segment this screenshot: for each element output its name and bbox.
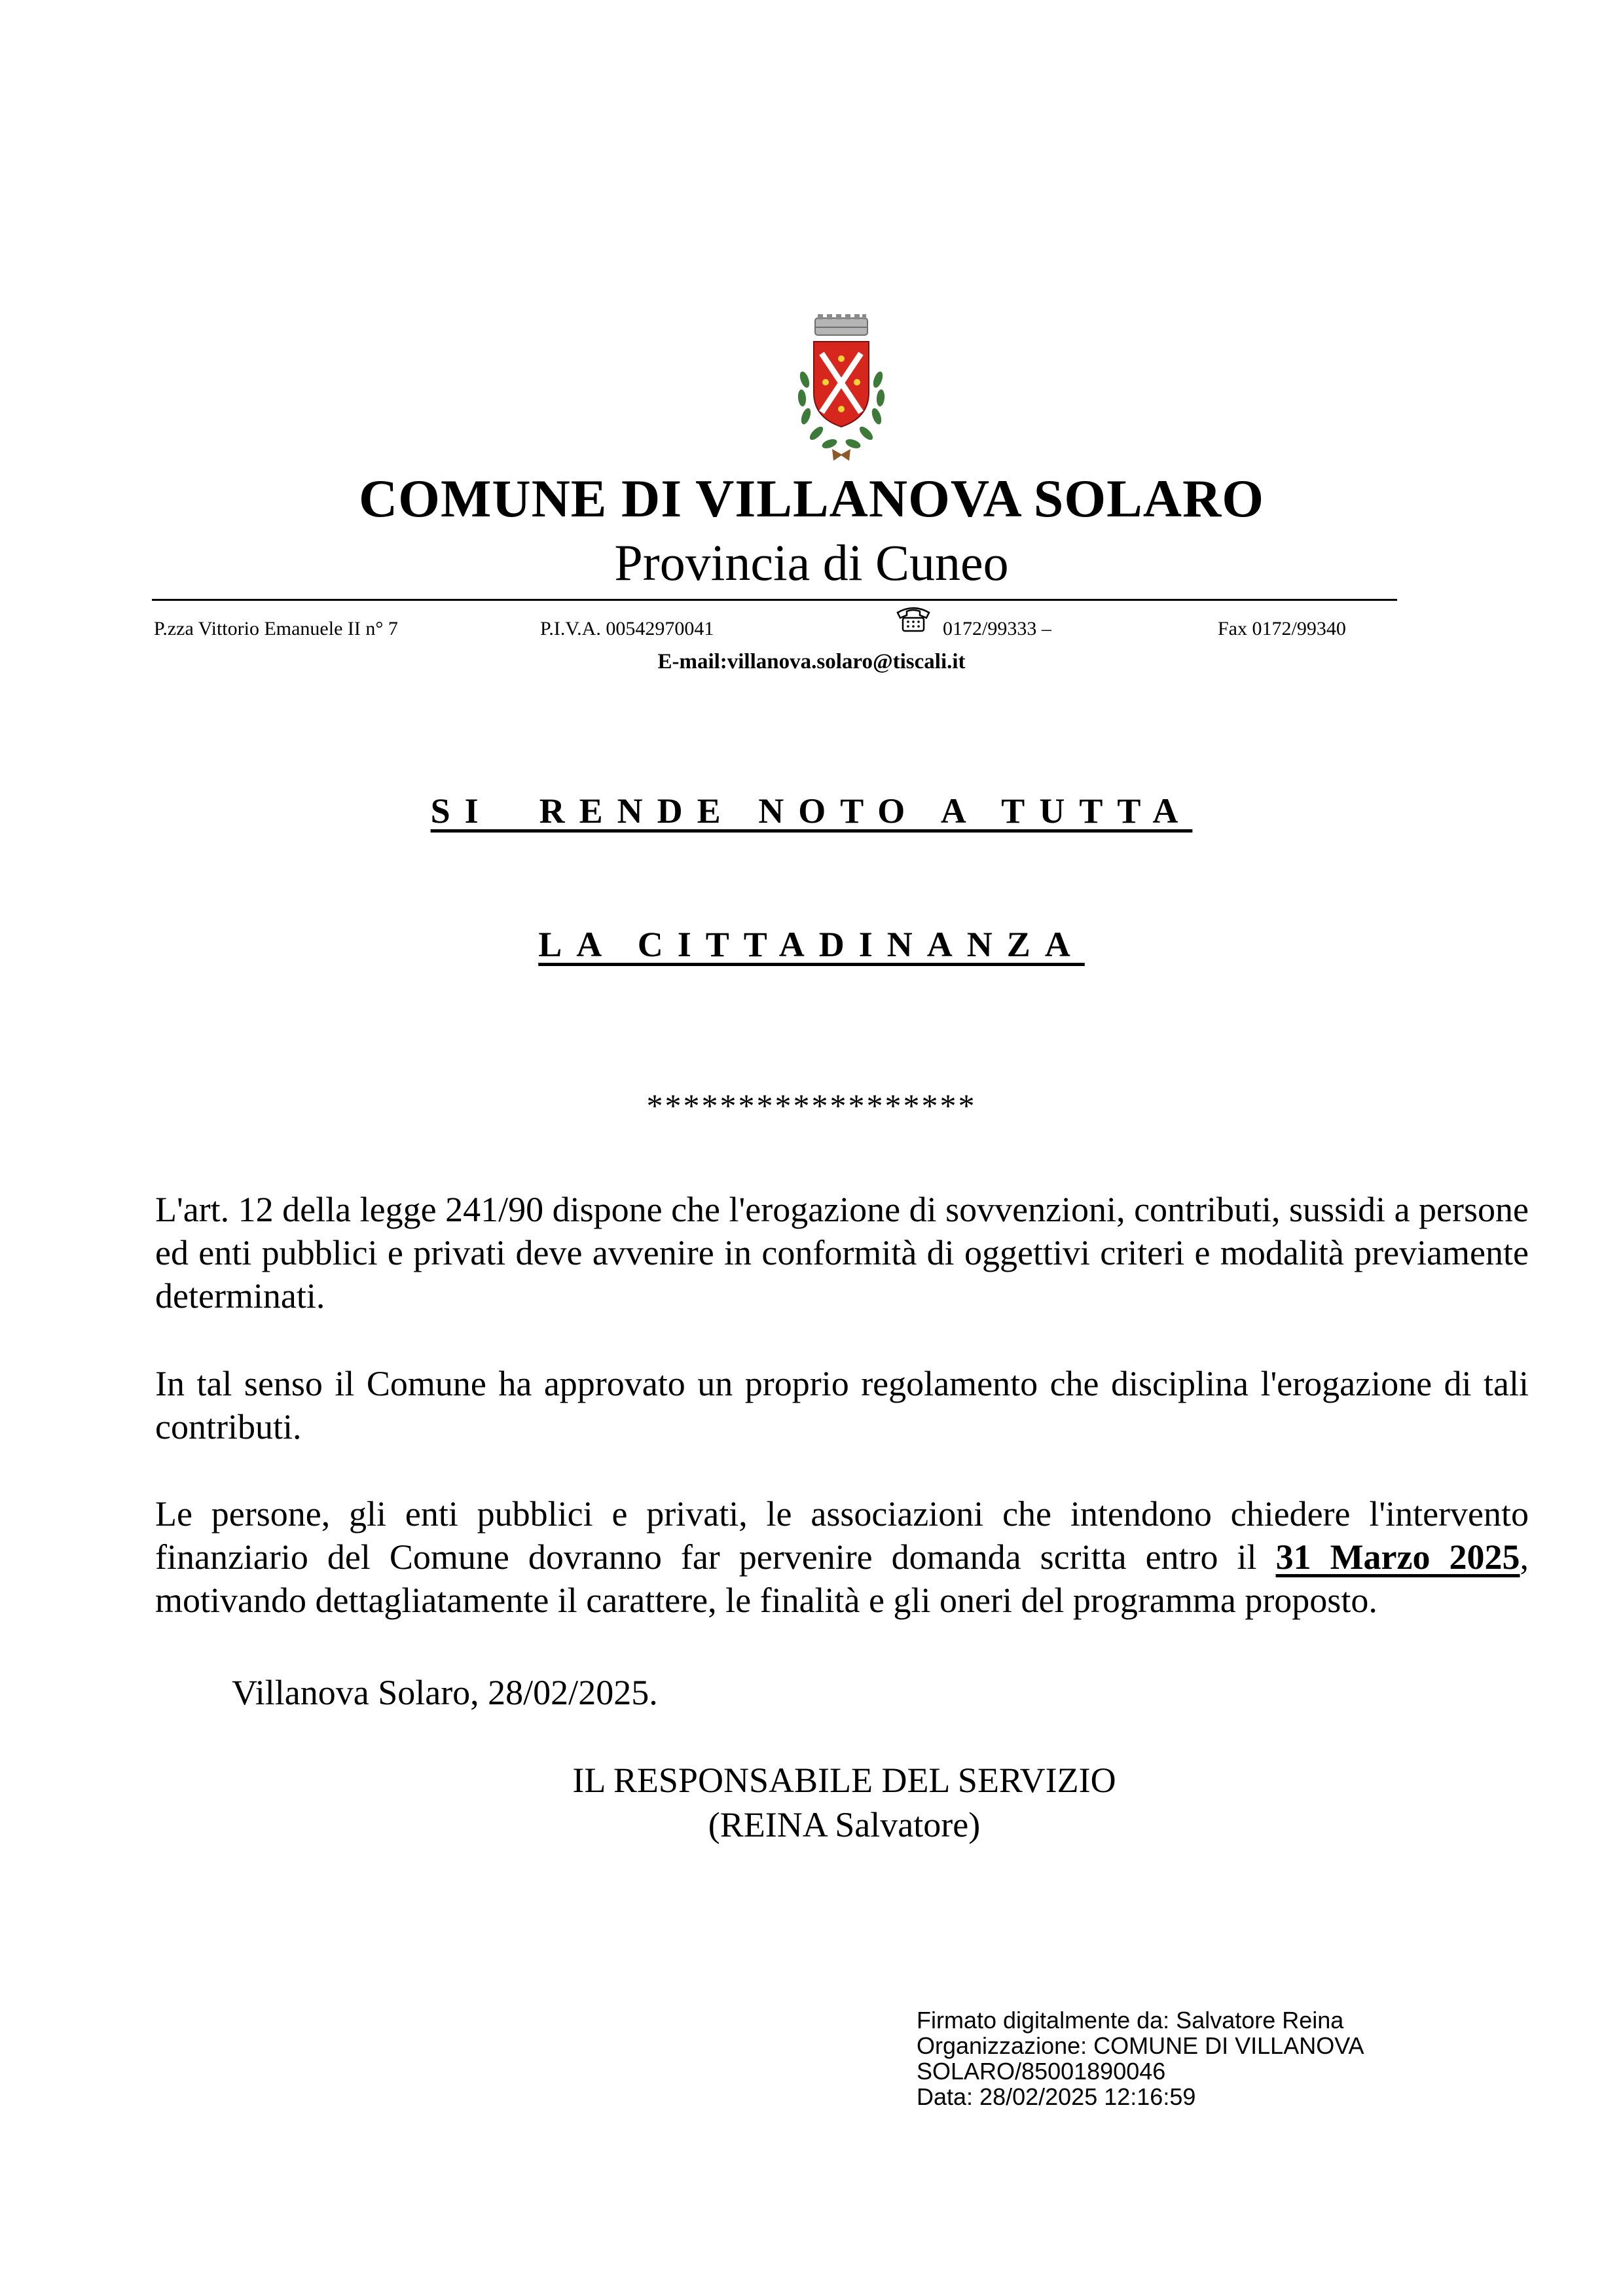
digital-signature-block xyxy=(917,2007,1506,2109)
vat-number: P.I.V.A. 00542970041 xyxy=(540,618,714,639)
header-divider xyxy=(152,599,1397,601)
digital-signature-date: Data: 28/02/2025 12:16:59 xyxy=(917,2083,1196,2110)
body-paragraph-1: L'art. 12 della legge 241/90 dispone che l'erogazione di sovvenzioni, contributi, sussidi a persone ed enti pubblici e privati deve avvenire in conformità di oggettivi criteri e modalità previamente determinati. xyxy=(155,1190,1529,1316)
paragraph-3-tail: , motivando dettagliatamente il carattere, le finalità e gli oneri del programma proposto. xyxy=(155,1537,1529,1620)
separator-stars: ****************** xyxy=(646,1087,977,1124)
body-paragraph-3 xyxy=(155,1492,1529,1622)
notice-heading-line1: SI RENDE NOTO A TUTTA xyxy=(430,791,1193,831)
telephone-icon xyxy=(894,603,933,634)
notice-heading-line2: LA CITTADINANZA xyxy=(538,925,1085,964)
deadline-date: 31 Marzo 2025 xyxy=(1275,1537,1520,1577)
digital-signature-signer: Firmato digitalmente da: Salvatore Reina xyxy=(917,2007,1344,2034)
place-and-date: Villanova Solaro, 28/02/2025. xyxy=(232,1673,658,1712)
body-paragraph-2: In tal senso il Comune ha approvato un proprio regolamento che disciplina l'erogazione di tali contributi. xyxy=(155,1364,1529,1446)
signer-role: IL RESPONSABILE DEL SERVIZIO xyxy=(572,1761,1116,1800)
coat-of-arms-icon xyxy=(789,314,894,465)
paragraph-3-lead: Le persone, gli enti pubblici e privati, le associazioni che intendono chiedere l'intervento finanziario del Comune dovranno far pervenire domanda scritta entro il xyxy=(155,1494,1529,1577)
fax-number: Fax 0172/99340 xyxy=(1218,618,1346,639)
email-address: E-mail:villanova.solaro@tiscali.it xyxy=(657,650,966,673)
phone-number: 0172/99333 – xyxy=(943,618,1051,639)
municipality-title: COMUNE DI VILLANOVA SOLARO xyxy=(358,469,1265,528)
digital-signature-organization-code: SOLARO/85001890046 xyxy=(917,2058,1166,2085)
province-name: Provincia di Cuneo xyxy=(614,534,1009,591)
address-text: P.zza Vittorio Emanuele II n° 7 xyxy=(154,618,398,639)
signer-name: (REINA Salvatore) xyxy=(708,1805,981,1844)
digital-signature-organization: Organizzazione: COMUNE DI VILLANOVA xyxy=(917,2032,1364,2059)
